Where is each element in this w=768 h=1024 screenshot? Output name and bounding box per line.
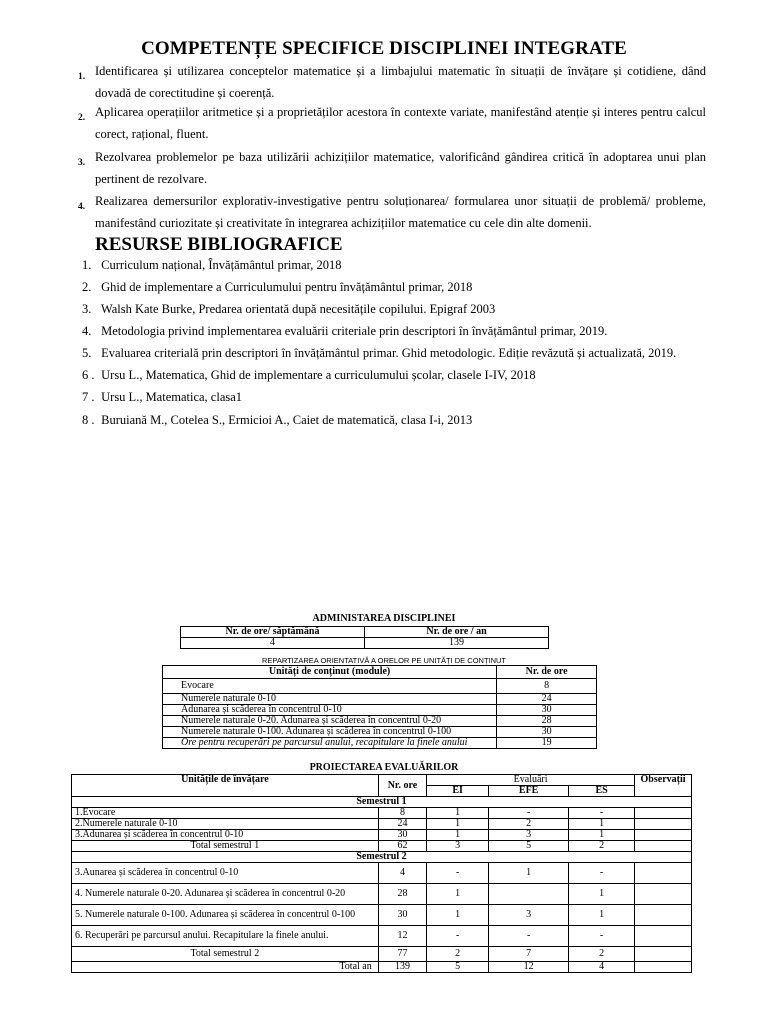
table-row: Numerele naturale 0-20. Adunarea și scăderea în concentrul 0-20 28 <box>163 716 597 727</box>
table-header: EFE <box>489 786 569 797</box>
total-row: Total semestrul 2 77 2 7 2 <box>72 947 692 962</box>
table-row: 5. Numerele naturale 0-100. Adunarea și scăderea în concentrul 0-100 30 1 3 1 <box>72 905 692 926</box>
bib-item: 2. Ghid de implementare a Curriculumului pentru învățământul primar, 2018 <box>82 280 473 294</box>
item-number: 4. <box>78 202 86 212</box>
table-row: 1.Evocare 8 1 - - <box>72 808 692 819</box>
proiectare-table <box>71 774 692 973</box>
table-cell: 139 <box>365 638 549 649</box>
bibliografie-title: RESURSE BIBLIOGRAFICE <box>95 234 343 255</box>
table-row: Ore pentru recuperări pe parcursul anului, recapitulare la finele anului 19 <box>163 738 597 749</box>
bib-item: 8 . Buruiană M., Cotelea S., Ermicioi A., Caiet de matematică, clasa I-i, 2013 <box>82 413 473 427</box>
table-row: Evocare 8 <box>163 679 597 694</box>
year-total-row: Total an 139 5 12 4 <box>72 962 692 973</box>
item-number: 2. <box>78 113 86 123</box>
table-row: 6. Recuperări pe parcursul anului. Recapitulare la finele anului. 12 - - - <box>72 926 692 947</box>
table-header: Nr. de ore/ săptămână <box>181 627 365 638</box>
bib-item: 5. Evaluarea criterială prin descriptori în învățământul primar. Ghid metodologic. Ediție revăzută și actualizată, 2019. <box>82 346 677 360</box>
table-header: Evaluări <box>427 775 635 786</box>
table-row: 3.Adunarea și scăderea în concentrul 0-10 30 1 3 1 <box>72 830 692 841</box>
repartizare-table <box>162 665 597 749</box>
competenta-item <box>78 190 706 234</box>
item-text: Rezolvarea problemelor pe baza utilizării achizițiilor matematice, valorificând gândirea critică în adoptarea unui plan pertinent de rezolvare. <box>95 150 706 186</box>
table-header: ES <box>569 786 635 797</box>
competente-title: COMPETENȚE SPECIFICE DISCIPLINEI INTEGRATE <box>141 38 627 59</box>
table-header: Nr. de ore / an <box>365 627 549 638</box>
competenta-item <box>78 60 706 104</box>
bib-item: 1. Curriculum național, Învățământul primar, 2018 <box>82 258 342 272</box>
item-text: Identificarea și utilizarea conceptelor matematice și a limbajului matematic în situații de învățare și cotidiene, dând dovadă de corectitudine și coerență. <box>95 64 706 100</box>
proiectare-title: PROIECTAREA EVALUĂRILOR <box>309 762 459 773</box>
table-header: Nr. ore <box>378 775 426 797</box>
item-number: 3. <box>78 158 86 168</box>
table-header: Unitățile de învățare <box>72 775 379 797</box>
competenta-item <box>78 101 706 145</box>
item-text: Realizarea demersurilor explorativ-investigative pentru soluționarea/ formularea unor situații de problemă/ probleme, manifestând curiozitate și creativitate în integrarea achizițiilor matematice cu cele din alte domenii. <box>95 194 706 230</box>
semester-label: Semestrul 2 <box>72 852 692 863</box>
repartizare-title: REPARTIZAREA ORIENTATIVĂ A ORELOR PE UNITĂȚI DE CONȚINUT <box>261 656 507 665</box>
table-row: 2.Numerele naturale 0-10 24 1 2 1 <box>72 819 692 830</box>
total-row: Total semestrul 1 62 3 5 2 <box>72 841 692 852</box>
table-header: Observații <box>635 775 692 797</box>
item-number: 1. <box>78 72 86 82</box>
bib-item: 4. Metodologia privind implementarea evaluării criteriale prin descriptori în învățământul primar, 2019. <box>82 324 608 338</box>
table-row: Numerele naturale 0-10 24 <box>163 694 597 705</box>
table-row: Numerele naturale 0-100. Adunarea și scăderea în concentrul 0-100 30 <box>163 727 597 738</box>
administrare-table <box>180 626 549 649</box>
table-cell: 4 <box>181 638 365 649</box>
competenta-item <box>78 146 706 190</box>
semester-label: Semestrul 1 <box>72 797 692 808</box>
table-header: Unități de conținut (module) <box>163 666 497 679</box>
table-row: 3.Aunarea și scăderea în concentrul 0-10 4 - 1 - <box>72 863 692 884</box>
table-header: EI <box>427 786 489 797</box>
table-row: Adunarea și scăderea în concentrul 0-10 30 <box>163 705 597 716</box>
item-text: Aplicarea operațiilor aritmetice și a proprietăților acestora în contexte variate, manifestând atenție și interes pentru calcul corect, rațional, fluent. <box>95 105 706 141</box>
table-row: 4. Numerele naturale 0-20. Adunarea și scăderea în concentrul 0-20 28 1 1 <box>72 884 692 905</box>
bib-item: 7 . Ursu L., Matematica, clasa1 <box>82 390 243 404</box>
administrare-title: ADMINISTAREA DISCIPLINEI <box>312 613 456 624</box>
table-header: Nr. de ore <box>497 666 597 679</box>
bib-item: 6 . Ursu L., Matematica, Ghid de implementare a curriculumului școlar, clasele I-IV, 2018 <box>82 368 536 382</box>
bib-item: 3. Walsh Kate Burke, Predarea orientată după necesitățile copilului. Epigraf 2003 <box>82 302 496 316</box>
